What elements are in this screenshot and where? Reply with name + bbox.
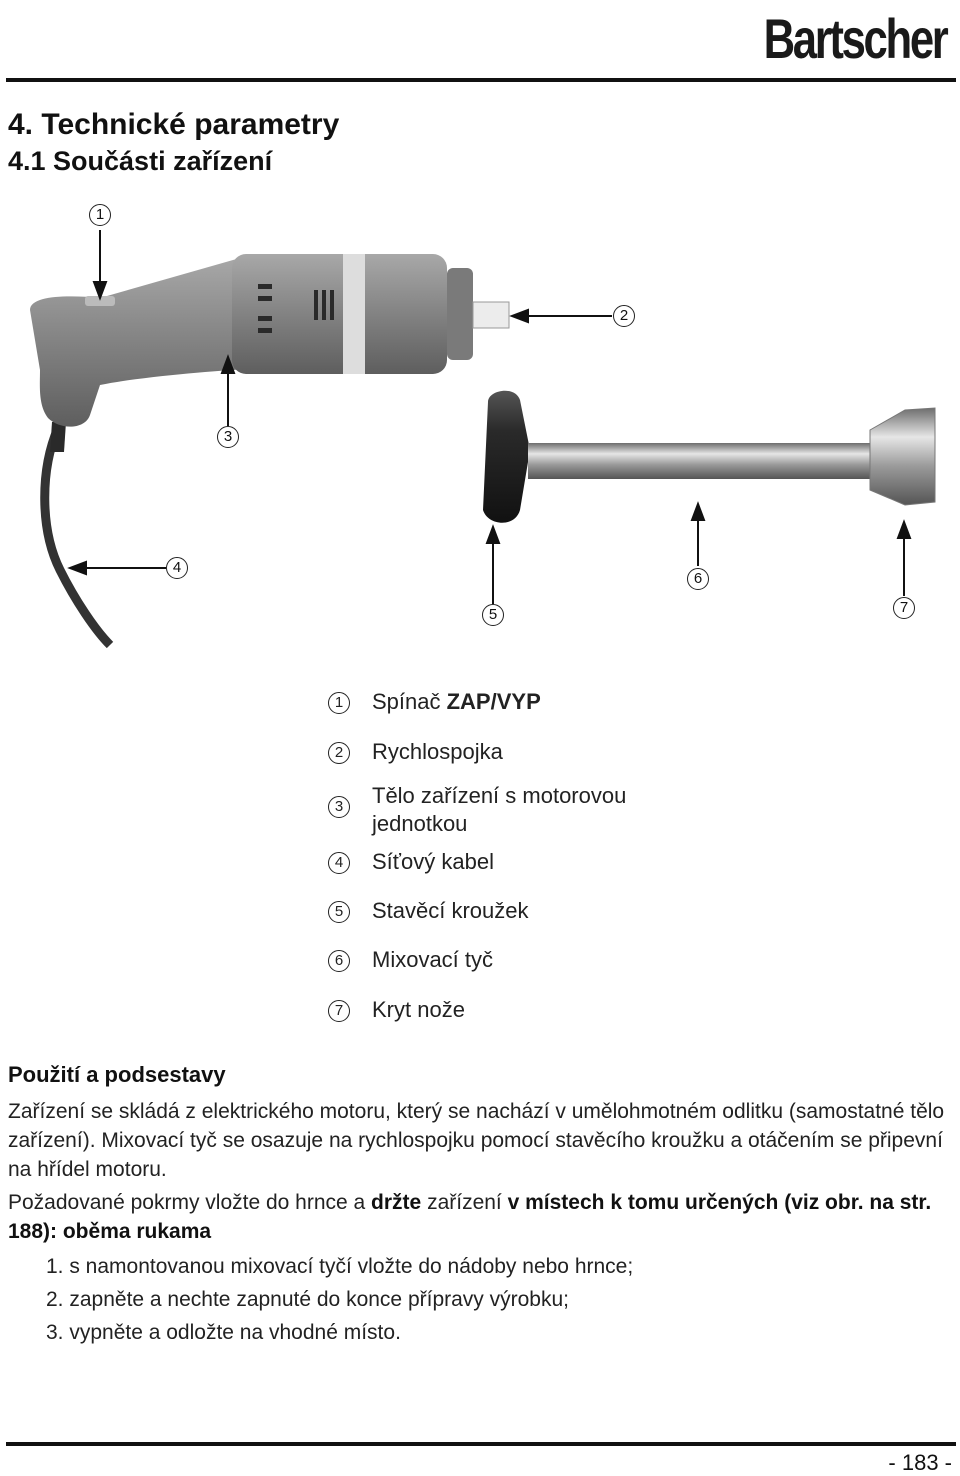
- callout-2: 2: [613, 305, 635, 327]
- cable-shape: [45, 428, 110, 645]
- legend-text: Mixovací tyč: [372, 947, 494, 972]
- header-rule: [6, 78, 956, 82]
- thread-section: [447, 268, 473, 360]
- usage-heading: Použití a podsestavy: [8, 1062, 226, 1087]
- legend-text: Rychlospojka: [372, 739, 503, 764]
- callout-1: 1: [89, 204, 111, 226]
- blade-guard-shape: [870, 408, 935, 505]
- list-item: 2. zapněte a nechte zapnuté do konce přípravy výrobku;: [46, 1288, 570, 1311]
- list-item: 1. s namontovanou mixovací tyčí vložte do nádoby nebo hrnce;: [46, 1255, 634, 1278]
- legend-text: Kryt nože: [372, 997, 465, 1022]
- legend-text: Tělo zařízení s motorovou jednotkou: [372, 783, 627, 836]
- legend-number: 3: [328, 796, 350, 818]
- callout-4: 4: [166, 557, 188, 579]
- section-subtitle: 4.1 Součásti zařízení: [8, 146, 273, 176]
- list-item: 3. vypněte a odložte na vhodné místo.: [46, 1321, 401, 1344]
- legend-number: 2: [328, 742, 350, 764]
- body-band: [343, 254, 365, 374]
- usage-steps: [46, 1250, 633, 1349]
- legend-number: 1: [328, 692, 350, 714]
- brand-logo: Bartscher: [763, 7, 946, 70]
- page-title: 4. Technické parametry: [8, 108, 340, 141]
- page-number: - 183 -: [888, 1450, 952, 1475]
- blender-figure: [0, 190, 960, 650]
- callout-3: 3: [217, 426, 239, 448]
- callout-6: 6: [687, 568, 709, 590]
- legend-text: Spínač ZAP/VYP: [372, 689, 541, 714]
- legend-text: Síťový kabel: [372, 849, 494, 874]
- callout-7: 7: [893, 597, 915, 619]
- rod-shape: [528, 443, 878, 479]
- callout-5: 5: [482, 604, 504, 626]
- footer-rule: [6, 1442, 956, 1446]
- legend-number: 7: [328, 1000, 350, 1022]
- cable-strain-relief: [50, 422, 66, 452]
- legend-number: 5: [328, 901, 350, 923]
- coupling-shape: [473, 302, 509, 328]
- usage-paragraph-1: Zařízení se skládá z elektrického motoru, který se nachází v umělohmotném odlitku (samostatné tělo zařízení). Mixovací tyč se osazuje na rychlospojku pomocí stavěcího kroužku a otáčením se připevní na hřídel motoru.: [8, 1100, 945, 1181]
- adjusting-ring-shape: [483, 391, 530, 523]
- legend-number: 6: [328, 950, 350, 972]
- usage-paragraph-2: Požadované pokrmy vložte do hrnce a držte zařízení v místech k tomu určených (viz obr. na str. 188): oběma rukama: [8, 1191, 932, 1243]
- legend-text: Stavěcí kroužek: [372, 898, 529, 923]
- motor-body-shape: [232, 254, 447, 374]
- legend-number: 4: [328, 852, 350, 874]
